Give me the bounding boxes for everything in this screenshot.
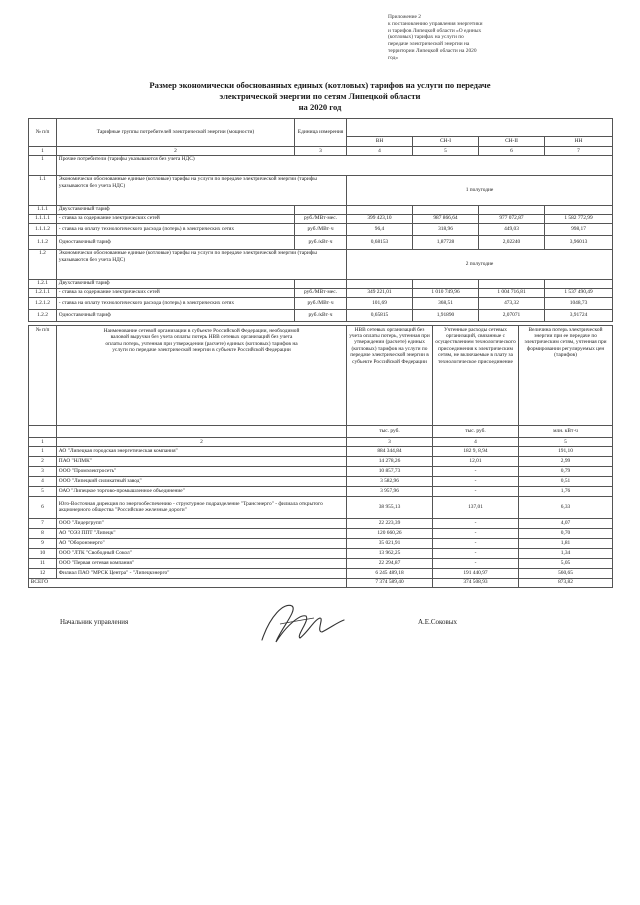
table-row — [29, 558, 613, 568]
table-row — [29, 486, 613, 496]
org-nvv: 120 660,26 — [347, 528, 433, 538]
org-costs: 137,01 — [433, 496, 519, 518]
org-costs: - — [433, 538, 519, 548]
org-nvv: 3 582,96 — [347, 476, 433, 486]
table-row — [29, 249, 613, 279]
org-costs: 191 440,97 — [433, 568, 519, 578]
org-nvv: 10 857,73 — [347, 466, 433, 476]
row-val: 349 221,01 — [347, 288, 413, 297]
table-row — [29, 155, 613, 175]
row-num: 1.2.1.1 — [29, 288, 57, 297]
appendix-line: Приложение 2 — [388, 14, 421, 20]
index-cell: 4 — [347, 147, 413, 156]
signer-name: А.Е.Соковых — [418, 618, 458, 626]
index-cell: 3 — [347, 438, 433, 447]
row-text: - ставка за содержание электрических сетей — [57, 288, 295, 297]
row-val — [545, 205, 613, 214]
org-name: АО "Липецкая городская энергетическая компания" — [57, 446, 347, 456]
header-vn: ВН — [347, 137, 413, 147]
period-label: 2 полугодие — [347, 249, 613, 279]
org-name: АО "ОЭЗ ППТ "Липецк" — [57, 528, 347, 538]
row-val — [479, 279, 545, 288]
org-losses: 5,05 — [519, 558, 613, 568]
total-nvv: 7 374 589,40 — [347, 578, 433, 587]
header-nn: НН — [545, 137, 613, 147]
table-row — [29, 175, 613, 205]
row-num: 1.1 — [29, 175, 57, 205]
org-nvv: 35 021,91 — [347, 538, 433, 548]
row-num: 1 — [29, 446, 57, 456]
row-text: - ставка на оплату технологического расхода (потерь) в электрических сетях — [57, 297, 295, 309]
org-name: АО "Оборонэнерго" — [57, 538, 347, 548]
row-num: 3 — [29, 466, 57, 476]
index-cell: 1 — [29, 438, 57, 447]
title-line: Размер экономически обоснованных единых (котловых) тарифов на услуги по передаче — [149, 80, 491, 90]
org-costs: - — [433, 558, 519, 568]
org-name: ООО "Первая сетевая компания" — [57, 558, 347, 568]
org-losses: 0,51 — [519, 476, 613, 486]
index-cell: 1 — [29, 147, 57, 156]
org-nvv: 38 955,13 — [347, 496, 433, 518]
row-val: 318,96 — [413, 223, 479, 235]
row-unit: руб./кВт·ч — [295, 309, 347, 321]
row-num: 1.1.1.1 — [29, 214, 57, 223]
row-num: 10 — [29, 548, 57, 558]
title-line: на 2020 год — [298, 102, 342, 112]
org-costs: - — [433, 548, 519, 558]
row-val — [413, 205, 479, 214]
row-num: 6 — [29, 496, 57, 518]
index-cell: 5 — [519, 438, 613, 447]
org-losses: 0,70 — [519, 528, 613, 538]
row-text: Двухставочный тариф — [57, 279, 295, 288]
org-name: Филиал ПАО "МРСК Центра" - "Липецкэнерго" — [57, 568, 347, 578]
table-row — [29, 309, 613, 321]
row-val: 977 072,87 — [479, 214, 545, 223]
org-losses: 1,81 — [519, 538, 613, 548]
org-losses: 1,76 — [519, 486, 613, 496]
row-unit — [295, 279, 347, 288]
table-row — [29, 205, 613, 214]
row-text: Одноставочный тариф — [57, 309, 295, 321]
header-nvv: НВВ сетевых организаций без учета оплаты потерь, учтенная при утверждении (расчете) единых (котловых) тарифов на услуги по передаче электрической энергии в субъекте Российской Федерации — [347, 326, 433, 426]
header-name: Наименование сетевой организации в субъекте Российской Федерации, необходимой валовой выручки без учета оплаты потерь НВВ сетевых организаций без учета оплаты потерь, учтенная при утверждении (расчете) единых (котловых) тарифов на услуги по передаче электрической энергии в субъекте Российской Федерации — [57, 326, 347, 426]
org-losses: 0,79 — [519, 466, 613, 476]
org-costs: - — [433, 518, 519, 528]
row-num: 1.1.1 — [29, 205, 57, 214]
header-sn2: СН-II — [479, 137, 545, 147]
row-val: 1 010 749,96 — [413, 288, 479, 297]
row-val: 987 866,64 — [413, 214, 479, 223]
row-text: - ставка за содержание электрических сетей — [57, 214, 295, 223]
row-val — [347, 205, 413, 214]
row-val: 1 537 490,49 — [545, 288, 613, 297]
row-val: 998,17 — [545, 223, 613, 235]
row-val: 0,68153 — [347, 235, 413, 249]
row-val: 1048,73 — [545, 297, 613, 309]
index-cell: 5 — [413, 147, 479, 156]
row-num: 9 — [29, 538, 57, 548]
unit-losses: млн. кВт·ч — [519, 426, 613, 438]
row-val: 96,4 — [347, 223, 413, 235]
row-text: Одноставочный тариф — [57, 235, 295, 249]
row-num: 1.2.2 — [29, 309, 57, 321]
table-row — [29, 214, 613, 223]
total-row — [29, 578, 613, 587]
row-unit: руб./МВт·мес. — [295, 214, 347, 223]
appendix-line: территории Липецкой области на 2020 — [388, 47, 477, 54]
row-val — [347, 279, 413, 288]
org-losses: 6,33 — [519, 496, 613, 518]
org-nvv: 884 344,84 — [347, 446, 433, 456]
row-val: 1 582 772,99 — [545, 214, 613, 223]
table-row — [29, 476, 613, 486]
row-num: 1 — [29, 155, 57, 175]
period-label: 1 полугодие — [347, 175, 613, 205]
row-text: Прочие потребители (тарифы указываются без учета НДС) — [57, 155, 613, 175]
row-val: 368,51 — [413, 297, 479, 309]
row-val: 101,69 — [347, 297, 413, 309]
row-text: - ставка на оплату технологического расхода (потерь) в электрических сетях — [57, 223, 295, 235]
org-losses: 560,65 — [519, 568, 613, 578]
appendix-line: к постановлению управления энергетики — [388, 20, 483, 27]
row-num: 5 — [29, 486, 57, 496]
row-num: 12 — [29, 568, 57, 578]
row-num: 1.1.1.2 — [29, 223, 57, 235]
row-unit — [295, 205, 347, 214]
row-text: Экономически обоснованные единые (котловые) тарифы на услуги по передаче электрической энергии (тарифы указываются без учета НДС) — [57, 175, 347, 205]
index-cell: 7 — [545, 147, 613, 156]
total-losses: 873,82 — [519, 578, 613, 587]
header-num: № п/п — [29, 326, 57, 426]
row-num: 1.1.2 — [29, 235, 57, 249]
org-name: ПАО "НЛМК" — [57, 456, 347, 466]
org-name: ООО "Лидергрупп" — [57, 518, 347, 528]
org-nvv: 3 957,96 — [347, 486, 433, 496]
row-val: 399 423,10 — [347, 214, 413, 223]
header-losses: Величина потерь электрической энергии при ее передаче по электрическим сетям, учтенная при формировании регулируемых цен (тарифов) — [519, 326, 613, 426]
org-costs: - — [433, 486, 519, 496]
unit-nvv: тыс. руб. — [347, 426, 433, 438]
org-costs: - — [433, 476, 519, 486]
row-num: 11 — [29, 558, 57, 568]
header-num: № п/п — [29, 119, 57, 147]
row-num: 8 — [29, 528, 57, 538]
appendix-note — [388, 14, 620, 62]
row-val: 2,02240 — [479, 235, 545, 249]
table-row — [29, 528, 613, 538]
row-val: 1,87728 — [413, 235, 479, 249]
row-unit: руб./МВт·ч — [295, 297, 347, 309]
row-text: Двухставочный тариф — [57, 205, 295, 214]
row-text: Экономически обоснованные единые (котловые) тарифы на услуги по передаче электрической энергии (тарифы указываются без учета НДС) — [57, 249, 347, 279]
index-cell: 6 — [479, 147, 545, 156]
org-name: ОАО "Липецкое торгово-промышленное объединение" — [57, 486, 347, 496]
handwritten-signature — [240, 596, 360, 652]
org-losses: 191,10 — [519, 446, 613, 456]
row-val: 0,65815 — [347, 309, 413, 321]
document-title — [60, 80, 580, 113]
table-row — [29, 466, 613, 476]
row-val: 3,96013 — [545, 235, 613, 249]
unit-spacer — [29, 426, 57, 438]
org-losses: 4,07 — [519, 518, 613, 528]
org-costs: 12,01 — [433, 456, 519, 466]
org-losses: 2,99 — [519, 456, 613, 466]
table-row — [29, 456, 613, 466]
title-line: электрической энергии по сетям Липецкой области — [219, 91, 421, 101]
row-val: 3,91724 — [545, 309, 613, 321]
unit-costs: тыс. руб. — [433, 426, 519, 438]
org-nvv: 6 245 489,18 — [347, 568, 433, 578]
row-val: 473,32 — [479, 297, 545, 309]
tariff-table — [28, 118, 613, 322]
row-val — [413, 279, 479, 288]
index-cell: 4 — [433, 438, 519, 447]
org-name: ООО "Липецкий силикатный завод" — [57, 476, 347, 486]
table-row — [29, 568, 613, 578]
appendix-line: (котловых) тарифах на услуги по — [388, 34, 464, 41]
table-row — [29, 548, 613, 558]
total-label: ВСЕГО — [29, 578, 347, 587]
row-val — [545, 279, 613, 288]
row-num: 2 — [29, 456, 57, 466]
org-losses: 1,34 — [519, 548, 613, 558]
row-val: 1,91890 — [413, 309, 479, 321]
index-cell: 2 — [57, 438, 347, 447]
org-costs: - — [433, 528, 519, 538]
table-row — [29, 297, 613, 309]
org-name: ООО "Промэлектросеть" — [57, 466, 347, 476]
header-sn1: СН-I — [413, 137, 479, 147]
appendix-line: передаче электрической энергии на — [388, 41, 470, 48]
row-val — [479, 205, 545, 214]
table-row — [29, 518, 613, 528]
org-name: Юго-Восточная дирекция по энергообеспечению - структурное подразделение "Трансэнерго" - филиала открытого акционерного общества "Российские железные дороги" — [57, 496, 347, 518]
row-unit: руб./кВт·ч — [295, 235, 347, 249]
org-nvv: 22 223,39 — [347, 518, 433, 528]
header-groups: Тарифные группы потребителей электрической энергии (мощности) — [57, 119, 295, 147]
header-unit: Единица измерения — [295, 119, 347, 147]
table-row — [29, 538, 613, 548]
table-row — [29, 279, 613, 288]
row-num: 1.2 — [29, 249, 57, 279]
total-costs: 374 508,93 — [433, 578, 519, 587]
row-num: 7 — [29, 518, 57, 528]
table-row — [29, 288, 613, 297]
row-unit: руб./МВт·мес. — [295, 288, 347, 297]
row-val: 449,03 — [479, 223, 545, 235]
org-nvv: 22 294,87 — [347, 558, 433, 568]
header-costs: Учтенные расходы сетевых организаций, связанные с осуществлением технологического присоединения к электрическим сетям, не включаемые в плату за технологическое присоединение — [433, 326, 519, 426]
index-cell: 3 — [295, 147, 347, 156]
header-voltage-spacer — [347, 119, 613, 137]
table-row — [29, 235, 613, 249]
org-name: ООО "ЛТК "Свободный Сокол" — [57, 548, 347, 558]
appendix-line: год» — [388, 54, 399, 61]
row-unit: руб./МВт·ч — [295, 223, 347, 235]
table-row — [29, 496, 613, 518]
row-val: 2,07071 — [479, 309, 545, 321]
signer-position: Начальник управления — [60, 618, 129, 626]
row-num: 1.2.1.2 — [29, 297, 57, 309]
row-num: 4 — [29, 476, 57, 486]
org-costs: 182 9, 8,94 — [433, 446, 519, 456]
appendix-line: и тарифов Липецкой области «О единых — [388, 27, 482, 34]
unit-spacer — [57, 426, 347, 438]
table-row — [29, 446, 613, 456]
org-nvv: 13 962,25 — [347, 548, 433, 558]
org-nvv: 14 278,26 — [347, 456, 433, 466]
row-num: 1.2.1 — [29, 279, 57, 288]
table-row — [29, 223, 613, 235]
index-cell: 2 — [57, 147, 295, 156]
network-organizations-table — [28, 325, 613, 588]
org-costs: - — [433, 466, 519, 476]
row-val: 1 004 716,81 — [479, 288, 545, 297]
